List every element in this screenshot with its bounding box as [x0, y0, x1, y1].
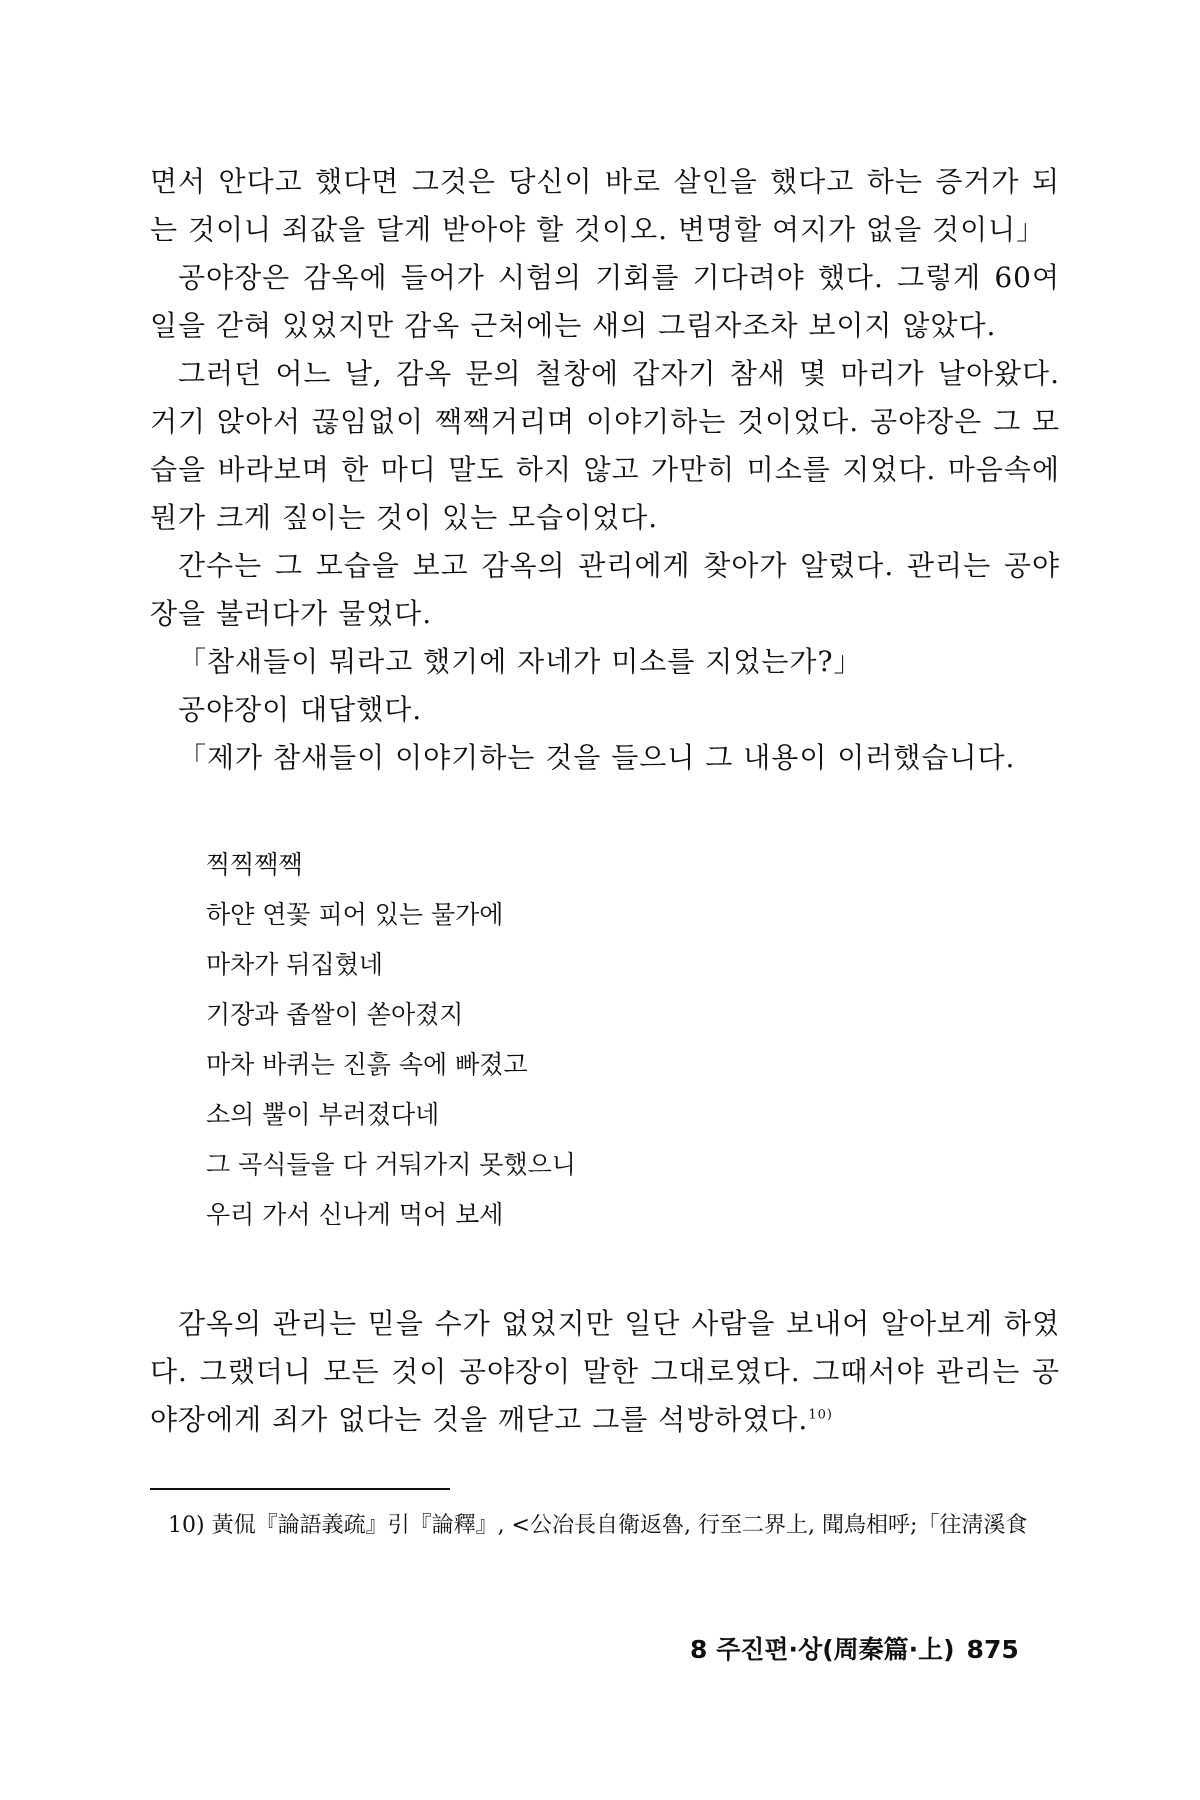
poem-line: 마차 바퀴는 진흙 속에 빠졌고	[206, 1050, 528, 1079]
footnote: 10) 黃侃『論語義疏』引『論釋』, <公冶長自衛返魯, 行至二界上, 聞鳥相呼;「往淸溪食	[168, 1513, 1028, 1538]
running-footer	[690, 1630, 1060, 1666]
section-title: 8 주진편·상(周秦篇·上)	[690, 1635, 955, 1664]
poem-line: 마차가 뒤집혔네	[206, 950, 383, 979]
paragraph: 공야장이 대답했다.	[178, 693, 423, 726]
dialogue-line: 「제가 참새들이 이야기하는 것을 들으니 그 내용이 이러했습니다.	[178, 741, 1016, 774]
paragraph	[150, 1300, 1060, 1444]
poem-line: 그 곡식들을 다 거둬가지 못했으니	[206, 1150, 576, 1179]
footnote-divider	[150, 1488, 450, 1490]
poem	[206, 840, 1006, 1240]
closing-paragraph	[150, 1300, 1060, 1444]
body-text	[150, 158, 1060, 782]
poem-line: 하얀 연꽃 피어 있는 물가에	[206, 900, 504, 929]
page-number: 875	[966, 1635, 1019, 1664]
paragraph-text: 감옥의 관리는 믿을 수가 없었지만 일단 사람을 보내어 알아보게 하였다. 그랬더니 모든 것이 공야장이 말한 그대로였다. 그때서야 관리는 공야장에게 죄가 없다는 것을 깨닫고 그를 석방하였다.	[150, 1307, 1060, 1436]
paragraph: 그러던 어느 날, 감옥 문의 철창에 갑자기 참새 몇 마리가 날아왔다. 거기 앉아서 끊임없이 짹짹거리며 이야기하는 것이었다. 공야장은 그 모습을 바라보며 한 마디 말도 하지 않고 가만히 미소를 지었다. 마음속에 뭔가 크게 짚이는 것이 있는 모습이었다.	[150, 357, 1060, 534]
dialogue-line: 「참새들이 뭐라고 했기에 자네가 미소를 지었는가?」	[178, 645, 863, 678]
paragraph: 간수는 그 모습을 보고 감옥의 관리에게 찾아가 알렸다. 관리는 공야장을 불러다가 물었다.	[150, 549, 1060, 630]
poem-line: 찍찍짹짹	[206, 850, 303, 879]
paragraph-continuation: 면서 안다고 했다면 그것은 당신이 바로 살인을 했다고 하는 증거가 되는 것이니 죄값을 달게 받아야 할 것이오. 변명할 여지가 없을 것이니」	[150, 165, 1060, 246]
paragraph: 공야장은 감옥에 들어가 시험의 기회를 기다려야 했다. 그렇게 60여 일을 갇혀 있었지만 감옥 근처에는 새의 그림자조차 보이지 않았다.	[150, 261, 1060, 342]
poem-line: 기장과 좁쌀이 쏟아졌지	[206, 1000, 464, 1029]
poem-line: 소의 뿔이 부러졌다네	[206, 1100, 440, 1129]
poem-line: 우리 가서 신나게 먹어 보세	[206, 1200, 504, 1229]
footnote-marker[interactable]: 10)	[808, 1407, 833, 1423]
